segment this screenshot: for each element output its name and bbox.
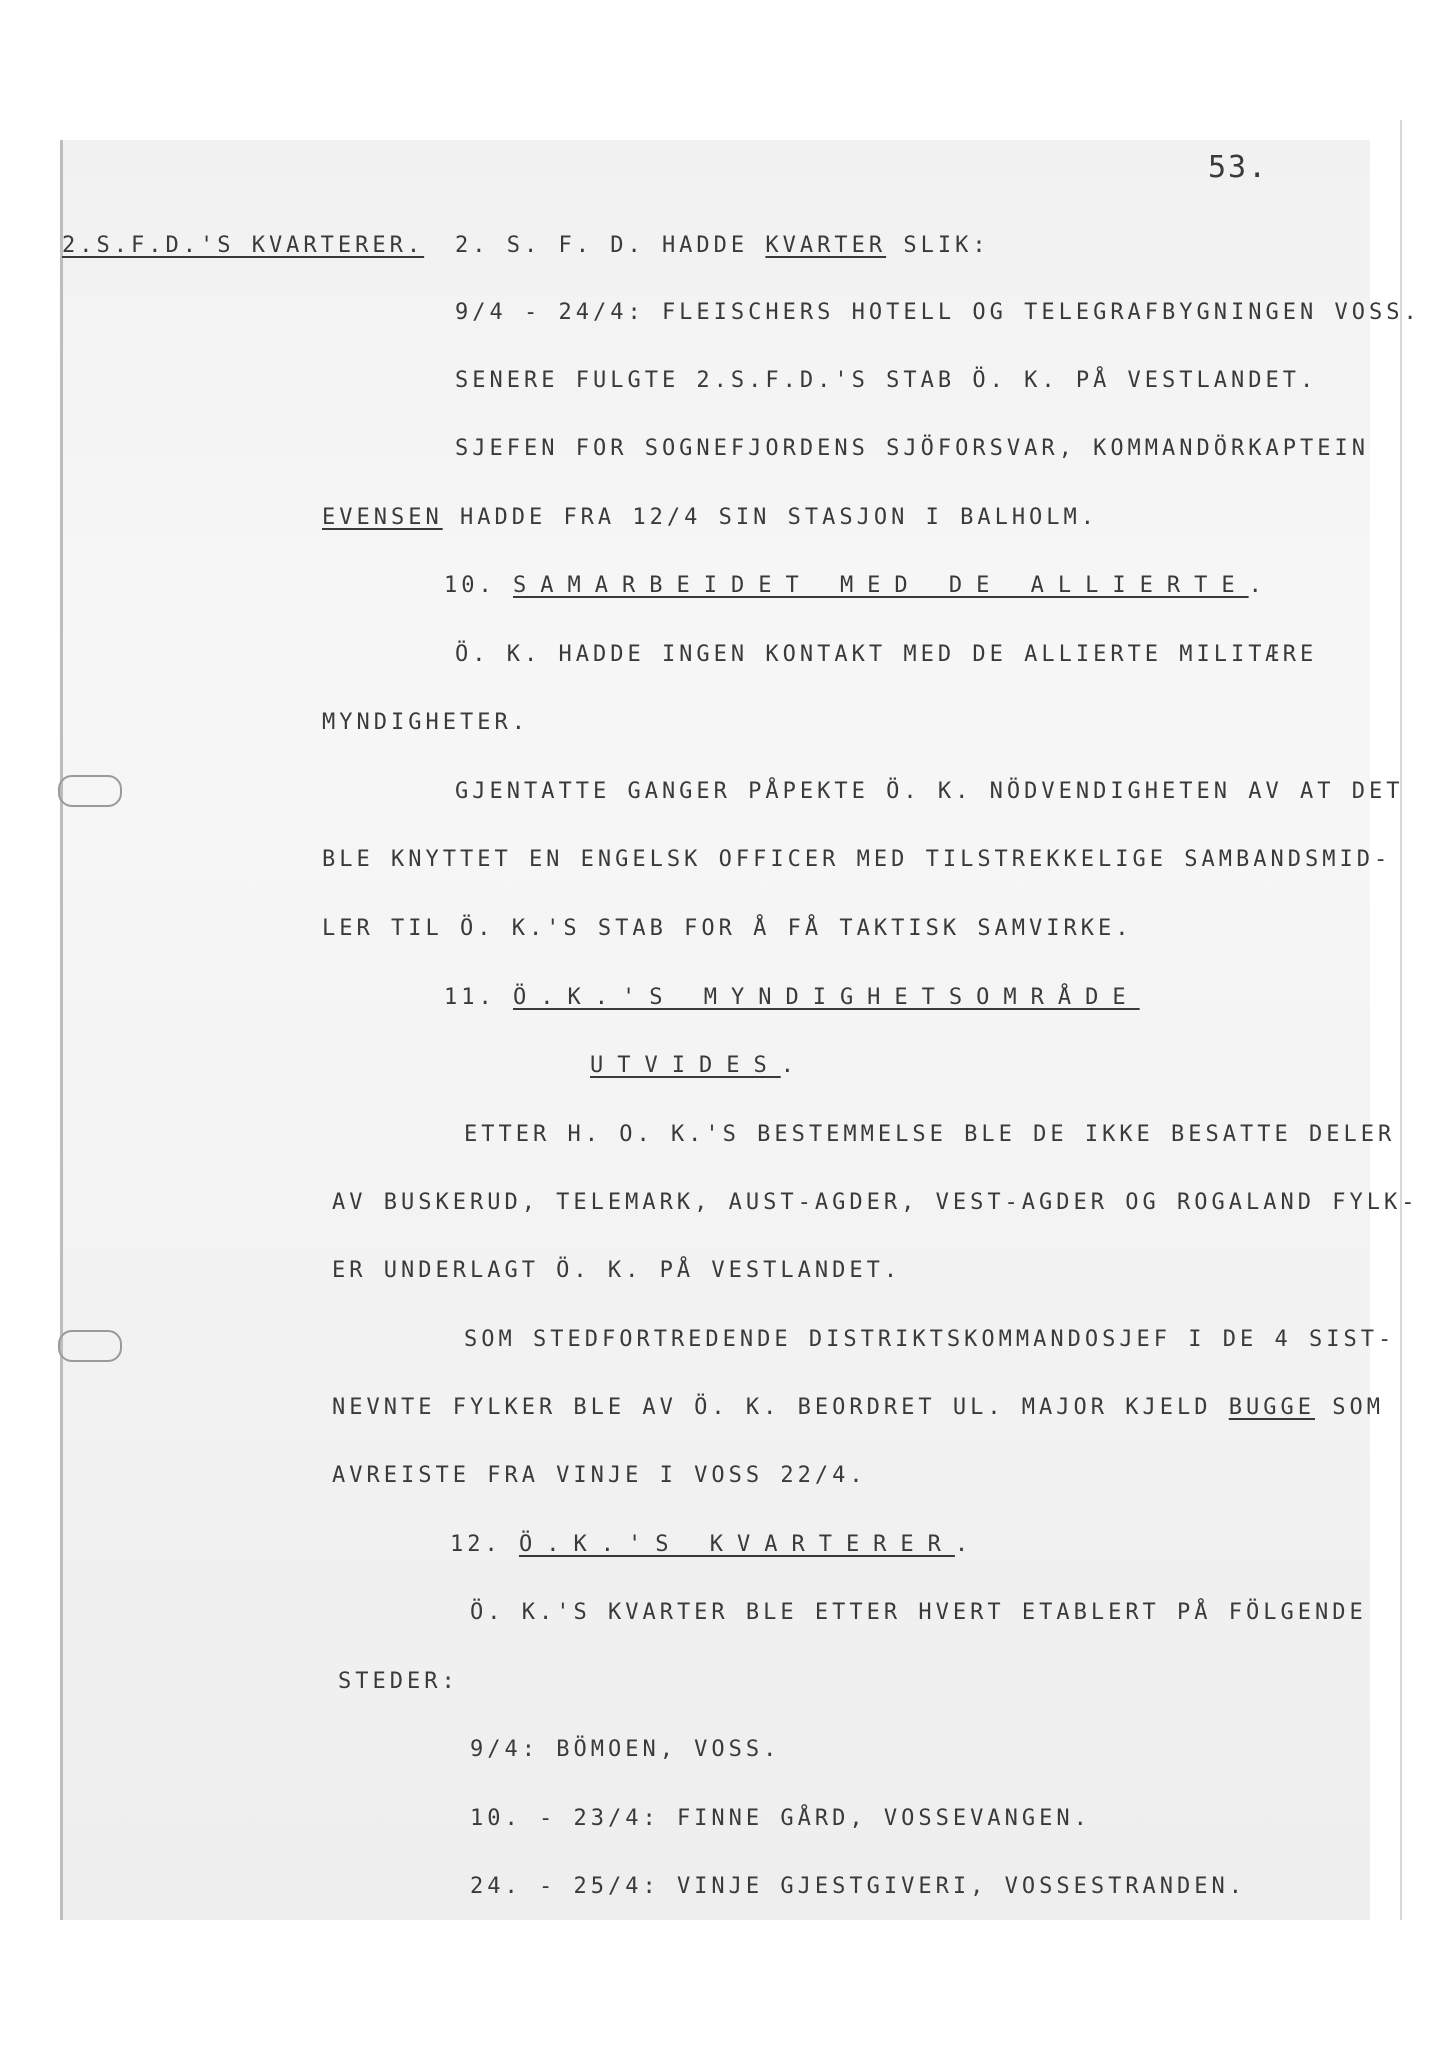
paragraph-line: EVENSEN HADDE FRA 12/4 SIN STASJON I BALHOLM. (322, 505, 1099, 530)
section-heading-11: 11. Ö.K.'S MYNDIGHETSOMRÅDE (444, 985, 1140, 1010)
paragraph-line: BLE KNYTTET EN ENGELSK OFFICER MED TILSTREKKELIGE SAMBANDSMID- (322, 847, 1392, 872)
list-item: 10. - 23/4: FINNE GÅRD, VOSSEVANGEN. (470, 1806, 1091, 1831)
paragraph-line: LER TIL Ö. K.'S STAB FOR Å FÅ TAKTISK SAMVIRKE. (322, 916, 1133, 941)
paragraph-line: ETTER H. O. K.'S BESTEMMELSE BLE DE IKKE BESATTE DELER (464, 1122, 1396, 1147)
paragraph-line: STEDER: (338, 1669, 459, 1694)
paragraph-line: ER UNDERLAGT Ö. K. PÅ VESTLANDET. (332, 1258, 902, 1283)
paragraph-line: Ö. K.'S KVARTER BLE ETTER HVERT ETABLERT PÅ FÖLGENDE (470, 1600, 1367, 1625)
list-item: 24. - 25/4: VINJE GJESTGIVERI, VOSSESTRANDEN. (470, 1874, 1247, 1899)
paragraph-line: GJENTATTE GANGER PÅPEKTE Ö. K. NÖDVENDIGHETEN AV AT DET (455, 779, 1404, 804)
sidebar-heading: 2.S.F.D.'S KVARTERER. (62, 233, 425, 258)
binder-ring-mark (58, 775, 122, 807)
paragraph-line: 2. S. F. D. HADDE KVARTER SLIK: (455, 233, 990, 258)
paragraph-line: MYNDIGHETER. (322, 710, 529, 735)
page-left-edge (60, 140, 63, 1920)
paragraph-line: 9/4 - 24/4: FLEISCHERS HOTELL OG TELEGRAFBYGNINGEN VOSS. (455, 300, 1421, 325)
paragraph-line: SJEFEN FOR SOGNEFJORDENS SJÖFORSVAR, KOMMANDÖRKAPTEIN (455, 436, 1369, 461)
document-page (60, 140, 1370, 1920)
paragraph-line: NEVNTE FYLKER BLE AV Ö. K. BEORDRET UL. MAJOR KJELD BUGGE SOM (332, 1395, 1384, 1420)
section-heading-10: 10. SAMARBEIDET MED DE ALLIERTE. (444, 573, 1266, 598)
list-item: 9/4: BÖMOEN, VOSS. (470, 1737, 781, 1762)
binder-ring-mark (58, 1330, 122, 1362)
paragraph-line: SENERE FULGTE 2.S.F.D.'S STAB Ö. K. PÅ VESTLANDET. (455, 368, 1318, 393)
paragraph-line: SOM STEDFORTREDENDE DISTRIKTSKOMMANDOSJEF I DE 4 SIST- (464, 1327, 1396, 1352)
page-number: 53. (1208, 150, 1269, 185)
paragraph-line: AVREISTE FRA VINJE I VOSS 22/4. (332, 1463, 867, 1488)
section-heading-12: 12. Ö.K.'S KVARTERER. (450, 1532, 973, 1557)
paragraph-line: Ö. K. HADDE INGEN KONTAKT MED DE ALLIERTE MILITÆRE (455, 642, 1318, 667)
paragraph-line: AV BUSKERUD, TELEMARK, AUST-AGDER, VEST-AGDER OG ROGALAND FYLK- (332, 1190, 1419, 1215)
section-heading-11-cont: UTVIDES. (590, 1053, 798, 1078)
page-right-edge (1400, 120, 1402, 1920)
